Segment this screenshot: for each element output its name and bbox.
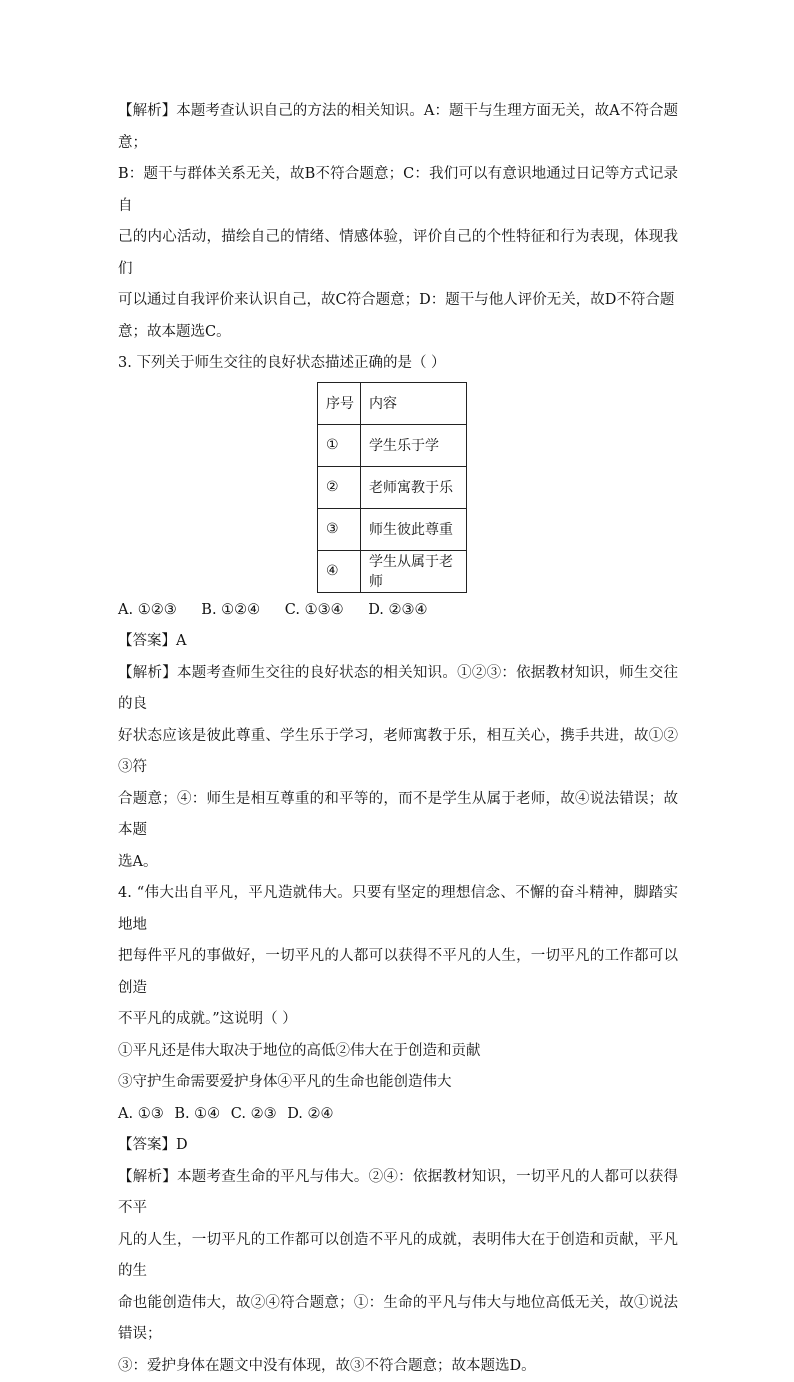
q4-analysis-line: 命也能创造伟大，故②④符合题意；①：生命的平凡与伟大与地位高低无关，故①说法错误；: [118, 1288, 678, 1351]
table-row: [318, 550, 467, 592]
q4-analysis-line: ③：爱护身体在题文中没有体现，故③不符合题意；故本题选D。: [118, 1351, 678, 1382]
q3-answer: 【答案】A: [118, 626, 678, 658]
table-row: [318, 466, 467, 508]
option-b: B. ①②④: [201, 602, 260, 618]
table-header-cell: 内容: [361, 382, 467, 424]
q3-analysis-line: 合题意；④：师生是相互尊重的和平等的，而不是学生从属于老师，故④说法错误；故本题: [118, 784, 678, 847]
q3-table: [317, 382, 467, 593]
q3-analysis-line: 好状态应该是彼此尊重、学生乐于学习，老师寓教于乐，相互关心，携手共进，故①②③符: [118, 721, 678, 784]
q3-analysis: [118, 658, 678, 879]
table-cell: ②: [318, 466, 361, 508]
table-cell: ④: [318, 550, 361, 592]
option-c: C. ②③: [231, 1106, 277, 1122]
q4-stem-line: 把每件平凡的事做好，一切平凡的人都可以获得不平凡的人生，一切平凡的工作都可以创造: [118, 941, 678, 1004]
table-cell: 学生乐于学: [361, 424, 467, 466]
q4-statement: ③守护生命需要爱护身体④平凡的生命也能创造伟大: [118, 1067, 678, 1099]
table-row: [318, 424, 467, 466]
table-header-cell: 序号: [318, 382, 361, 424]
q2-analysis-line: 可以通过自我评价来认识自己，故C符合题意；D：题干与他人评价无关，故D不符合题: [118, 285, 678, 317]
document-page: [118, 96, 678, 1382]
q2-analysis: [118, 96, 678, 348]
table-row: [318, 508, 467, 550]
table-cell: 学生从属于老师: [361, 550, 467, 592]
table-cell: 师生彼此尊重: [361, 508, 467, 550]
q4-stem-line: 4. “伟大出自平凡，平凡造就伟大。只要有坚定的理想信念、不懈的奋斗精神，脚踏实地地: [118, 878, 678, 941]
q2-analysis-line: 意；故本题选C。: [118, 317, 678, 349]
q3-analysis-line: 【解析】本题考查师生交往的良好状态的相关知识。①②③：依据教材知识，师生交往的良: [118, 658, 678, 721]
q4-analysis-line: 【解析】本题考查生命的平凡与伟大。②④：依据教材知识，一切平凡的人都可以获得不平: [118, 1162, 678, 1225]
q4-stem: [118, 878, 678, 1036]
q4-analysis-line: 凡的人生，一切平凡的工作都可以创造不平凡的成就，表明伟大在于创造和贡献，平凡的生: [118, 1225, 678, 1288]
q2-analysis-line: 【解析】本题考查认识自己的方法的相关知识。A：题干与生理方面无关，故A不符合题意；: [118, 96, 678, 159]
option-c: C. ①③④: [285, 602, 344, 618]
q4-statement: ①平凡还是伟大取决于地位的高低②伟大在于创造和贡献: [118, 1036, 678, 1068]
option-d: D. ②④: [287, 1106, 333, 1122]
table-cell: 老师寓教于乐: [361, 466, 467, 508]
table-cell: ③: [318, 508, 361, 550]
option-a: A. ①②③: [118, 602, 177, 618]
table-header-row: [318, 382, 467, 424]
option-a: A. ①③: [118, 1106, 164, 1122]
q4-answer: 【答案】D: [118, 1130, 678, 1162]
option-b: B. ①④: [174, 1106, 220, 1122]
option-d: D. ②③④: [368, 602, 427, 618]
q4-analysis: [118, 1162, 678, 1382]
q3-options: [118, 595, 678, 627]
q2-analysis-line: 己的内心活动，描绘自己的情绪、情感体验，评价自己的个性特征和行为表现，体现我们: [118, 222, 678, 285]
q2-analysis-line: B：题干与群体关系无关，故B不符合题意；C：我们可以有意识地通过日记等方式记录自: [118, 159, 678, 222]
q4-options: [118, 1099, 678, 1131]
table-cell: ①: [318, 424, 361, 466]
q4-stem-line: 不平凡的成就。”这说明（ ）: [118, 1004, 678, 1036]
q3-analysis-line: 选A。: [118, 847, 678, 879]
q3-stem: 3. 下列关于师生交往的良好状态描述正确的是（ ）: [118, 348, 678, 380]
